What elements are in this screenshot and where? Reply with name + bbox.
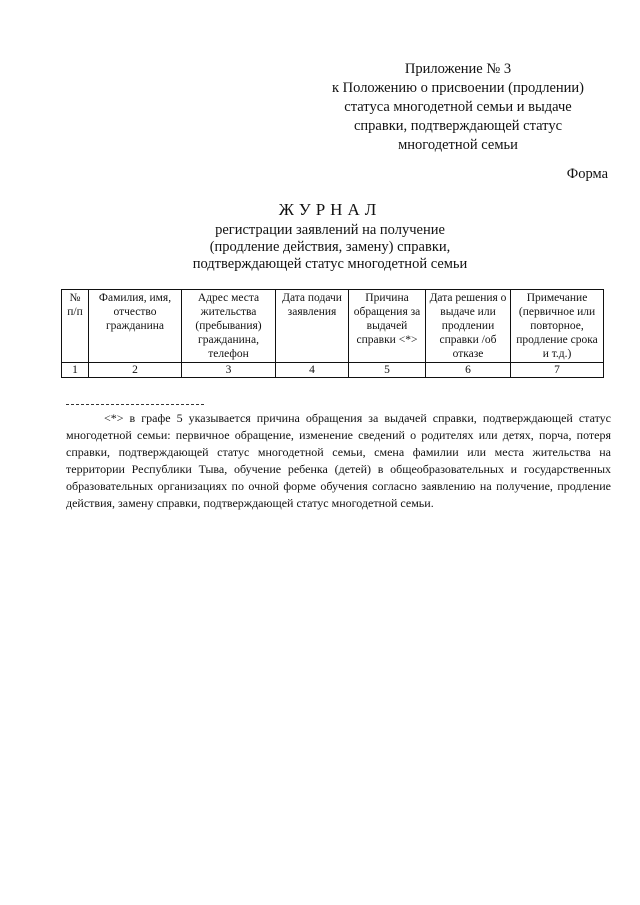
journal-title: ЖУРНАЛ	[278, 200, 382, 219]
header-cell-name: Фамилия, имя, отчество гражданина	[89, 290, 182, 363]
column-number-cell: 5	[349, 363, 426, 378]
subtitle-line: регистрации заявлений на получение	[215, 222, 445, 238]
header-cell-note: Примечание (первичное или повторное, продление срока и т.д.)	[511, 290, 604, 363]
appendix-line: статуса многодетной семьи и выдаче	[344, 99, 572, 115]
journal-title-block	[0, 200, 640, 273]
table-header-row	[62, 290, 604, 363]
header-cell-reason: Причина обращения за выдачей справки <*>	[349, 290, 426, 363]
form-label: Форма	[566, 166, 608, 182]
appendix-line: к Положению о присвоении (продлении)	[332, 80, 584, 96]
journal-subtitle	[0, 222, 640, 273]
column-number-cell: 4	[276, 363, 349, 378]
column-number-cell: 7	[511, 363, 604, 378]
footnote-text: <*> в графе 5 указывается причина обращения за выдачей справки, подтверждающей статус многодетной семьи: первичное обращение, изменение сведений о родителях или детях, порча, потеря справки, подтверждающей статус многодетной семьи, смена фамилии или места жительства на территории Республики Тыва, обучение ребенка (детей) в общеобразовательных и государственных образовательных организациях по очной форме обучения согласно заявлению на получение, продление действия, замену справки, подтверждающей статус многодетной семьи.	[66, 411, 611, 510]
subtitle-line: (продление действия, замену) справки,	[209, 239, 451, 255]
column-number-cell: 1	[62, 363, 89, 378]
appendix-line: справки, подтверждающей статус	[353, 118, 563, 134]
subtitle-line: подтверждающей статус многодетной семьи	[192, 256, 468, 272]
journal-table	[61, 289, 604, 378]
footnote-separator	[66, 404, 204, 405]
column-number-cell: 6	[426, 363, 511, 378]
header-cell-number: № п/п	[62, 290, 89, 363]
appendix-header	[308, 60, 608, 155]
column-number-cell: 2	[89, 363, 182, 378]
header-cell-date: Дата подачи заявления	[276, 290, 349, 363]
header-cell-address: Адрес места жительства (пребывания) гражданина, телефон	[182, 290, 276, 363]
column-number-cell: 3	[182, 363, 276, 378]
appendix-line: многодетной семьи	[398, 137, 518, 153]
header-cell-decision: Дата решения о выдаче или продлении справки /об отказе	[426, 290, 511, 363]
appendix-line: Приложение № 3	[404, 61, 512, 77]
table-number-row	[62, 363, 604, 378]
